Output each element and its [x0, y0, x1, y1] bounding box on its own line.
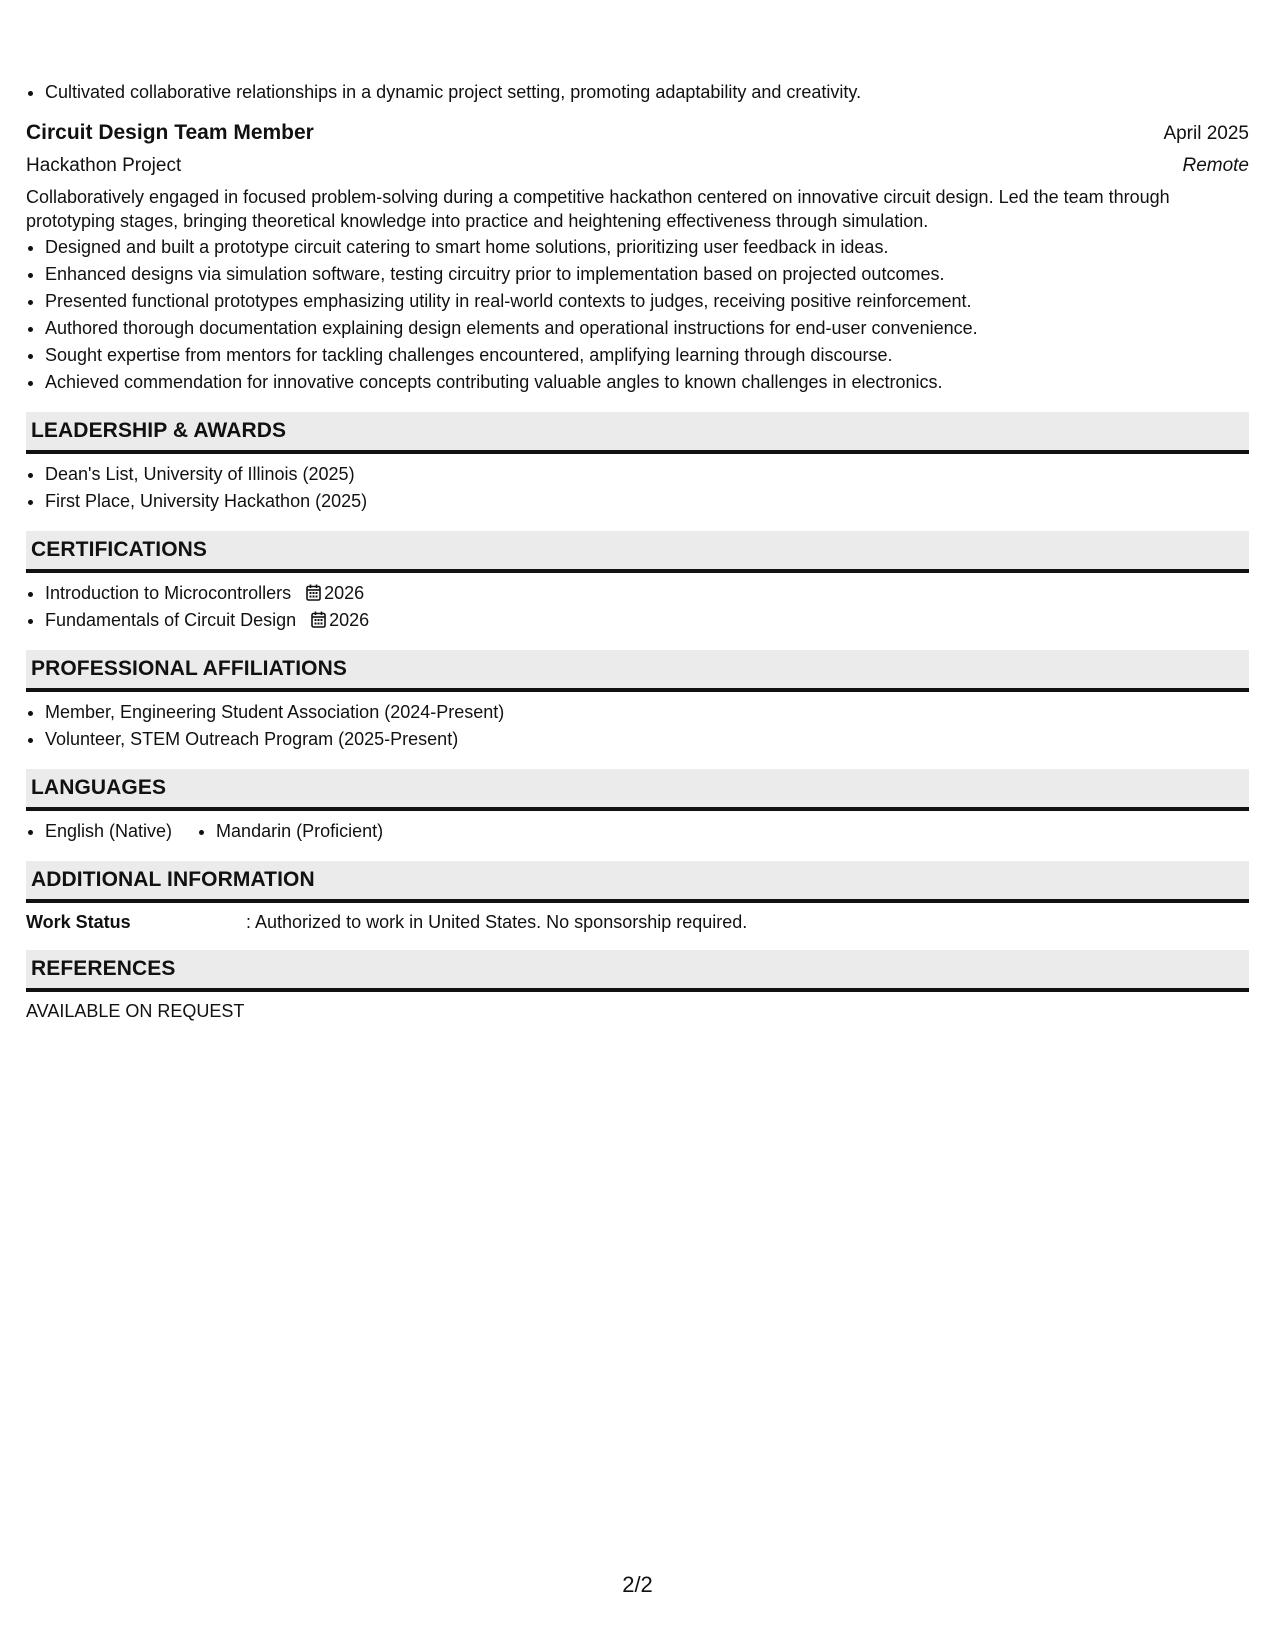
- list-item: • Mandarin (Proficient): [216, 818, 383, 845]
- section-title: ADDITIONAL INFORMATION: [31, 868, 315, 891]
- list-item: • First Place, University Hackathon (2025): [45, 488, 1249, 515]
- section-header-references: [26, 950, 1249, 992]
- list-item: • Achieved commendation for innovative concepts contributing valuable angles to known challenges in electronics.: [45, 369, 1249, 396]
- calendar-icon: [306, 584, 321, 601]
- section-title: CERTIFICATIONS: [31, 538, 208, 561]
- list-item: • Dean's List, University of Illinois (2025): [45, 461, 1249, 488]
- certification-item: [45, 607, 1249, 634]
- job-title: Circuit Design Team Member: [26, 121, 314, 144]
- job-description: Collaboratively engaged in focused problem-solving during a competitive hackathon centered on innovative circuit design. Led the team through prototyping stages, bringing theoretical knowledge into practice and heightening effectiveness through simulation.: [26, 187, 1170, 231]
- work-status-label: Work Status: [26, 912, 131, 932]
- affiliations-list: [26, 699, 1249, 753]
- section-title: REFERENCES: [31, 957, 176, 980]
- list-item: • Sought expertise from mentors for tackling challenges encountered, amplifying learning through discourse.: [45, 342, 1249, 369]
- section-title: PROFESSIONAL AFFILIATIONS: [31, 657, 347, 680]
- job-date: April 2025: [1163, 123, 1249, 144]
- languages-list: [26, 818, 1249, 845]
- list-item: • Cultivated collaborative relationships in a dynamic project setting, promoting adaptability and creativity.: [45, 79, 1249, 106]
- section-title: LANGUAGES: [31, 776, 167, 799]
- entry-subheader: [26, 151, 1249, 181]
- work-status-row: [26, 910, 1249, 934]
- section-header-additional: [26, 861, 1249, 903]
- resume-page: [26, 0, 1249, 1023]
- list-item: • English (Native): [45, 818, 172, 845]
- section-header-certifications: [26, 531, 1249, 573]
- list-item: • Member, Engineering Student Association (2024-Present): [45, 699, 1249, 726]
- experience-entry: [26, 118, 1249, 396]
- job-organization: Hackathon Project: [26, 155, 182, 176]
- certification-item: [45, 580, 1249, 607]
- page-number: 2/2: [622, 1572, 653, 1597]
- section-header-leadership: [26, 412, 1249, 454]
- work-status-value: : Authorized to work in United States. No sponsorship required.: [246, 912, 748, 932]
- certification-name: Introduction to Microcontrollers: [45, 583, 292, 603]
- certification-year: 2026: [324, 583, 365, 603]
- continued-bullet-list: [26, 79, 1249, 106]
- calendar-icon: [311, 611, 326, 628]
- list-item: • Volunteer, STEM Outreach Program (2025-Present): [45, 726, 1249, 753]
- list-item: • Presented functional prototypes emphasizing utility in real-world contexts to judges, receiving positive reinforcement.: [45, 288, 1249, 315]
- list-item: • Enhanced designs via simulation software, testing circuitry prior to implementation based on projected outcomes.: [45, 261, 1249, 288]
- section-header-affiliations: [26, 650, 1249, 692]
- list-item: • Designed and built a prototype circuit catering to smart home solutions, prioritizing user feedback in ideas.: [45, 234, 1249, 261]
- certifications-list: [26, 580, 1249, 634]
- certification-name: Fundamentals of Circuit Design: [45, 610, 297, 630]
- job-location: Remote: [1182, 155, 1249, 176]
- certification-year: 2026: [329, 610, 370, 630]
- section-header-languages: [26, 769, 1249, 811]
- references-text: AVAILABLE ON REQUEST: [26, 1001, 245, 1021]
- section-title: LEADERSHIP & AWARDS: [31, 419, 287, 442]
- entry-header: [26, 118, 1249, 149]
- leadership-list: [26, 461, 1249, 515]
- list-item: • Authored thorough documentation explaining design elements and operational instructions for end-user convenience.: [45, 315, 1249, 342]
- job-bullet-list: [26, 234, 1249, 396]
